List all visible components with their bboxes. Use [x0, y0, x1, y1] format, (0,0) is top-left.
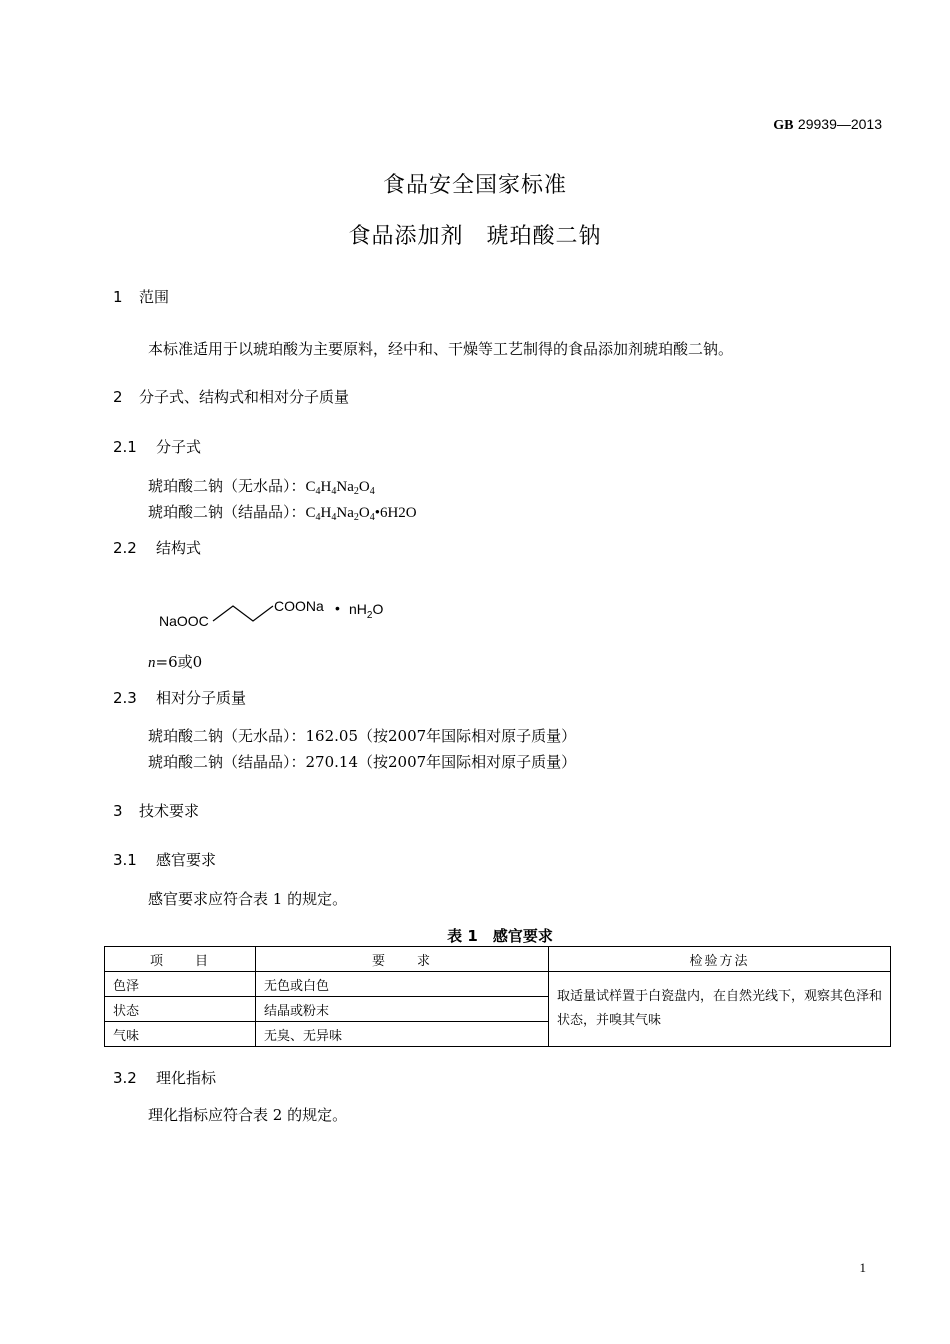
section-title: 结构式: [156, 539, 202, 557]
standard-code: [773, 116, 882, 134]
section-number: 2.2: [113, 539, 137, 557]
sensory-requirement-paragraph: 感官要求应符合表 1 的规定。: [148, 890, 348, 908]
n-value: =6或0: [155, 653, 203, 671]
page-number: 1: [859, 1260, 866, 1275]
table-header-method: 检验方法: [549, 947, 891, 972]
section-2-1-heading: [113, 436, 201, 457]
section-2-heading: [113, 386, 349, 407]
table-cell-item: 气味: [105, 1022, 256, 1047]
n-variable: n: [148, 655, 156, 671]
mass-anhydrous: 琥珀酸二钠（无水品）：162.05（按2007年国际相对原子质量）: [148, 727, 577, 745]
table-1-caption: 表 1 感官要求: [447, 927, 553, 945]
standard-number: 29939—2013: [797, 116, 882, 132]
scope-paragraph: 本标准适用于以琥珀酸为主要原料，经中和、干燥等工艺制得的食品添加剂琥珀酸二钠。: [148, 340, 734, 358]
standard-prefix: GB: [773, 118, 794, 133]
struct-right-group: COONa: [274, 598, 324, 614]
section-title: 感官要求: [156, 851, 217, 869]
formula-value: $C_4H_4Na_2O_4$: [305, 479, 375, 497]
physicochemical-paragraph: 理化指标应符合表 2 的规定。: [148, 1106, 348, 1124]
struct-hydrate-sub: 2: [366, 610, 373, 621]
section-number: 1: [113, 288, 123, 306]
section-number: 3.1: [113, 851, 137, 869]
document-subtitle: 食品添加剂 琥珀酸二钠: [348, 224, 602, 249]
structural-formula-drawing: [155, 590, 405, 638]
section-title: 技术要求: [139, 802, 200, 820]
struct-dot: •: [335, 600, 340, 616]
table-cell-requirement: 无臭、无异味: [256, 1022, 549, 1047]
table-header-row: [105, 947, 891, 972]
formula-value: $C_4H_4Na_2O_4$: [305, 505, 375, 523]
table-cell-requirement: 结晶或粉末: [256, 997, 549, 1022]
section-1-heading: [113, 286, 169, 307]
section-title: 理化指标: [156, 1069, 217, 1087]
n-value-note: [148, 651, 202, 672]
table-header-requirement: 要 求: [256, 947, 549, 972]
section-title: 相对分子质量: [156, 689, 247, 707]
section-2-2-heading: [113, 537, 201, 558]
struct-left-group: NaOOC: [159, 613, 209, 629]
struct-hydrate-o: O: [372, 601, 384, 617]
struct-hydrate-n: nH: [349, 601, 367, 617]
table-header-item: 项 目: [105, 947, 256, 972]
document-title: 食品安全国家标准: [382, 173, 567, 198]
mass-crystal: 琥珀酸二钠（结晶品）：270.14（按2007年国际相对原子质量）: [148, 753, 577, 771]
section-3-1-heading: [113, 849, 216, 870]
section-number: 2: [113, 388, 123, 406]
section-title: 范围: [139, 288, 170, 306]
table-cell-requirement: 无色或白色: [256, 972, 549, 997]
section-title: 分子式、结构式和相对分子质量: [139, 388, 350, 406]
section-title: 分子式: [156, 438, 202, 456]
table-cell-method: 取适量试样置于白瓷盘内，在自然光线下，观察其色泽和状态，并嗅其气味: [549, 972, 891, 1047]
section-3-heading: [113, 800, 199, 821]
section-number: 3: [113, 802, 123, 820]
formula-label: 琥珀酸二钠（无水品）：: [148, 477, 306, 495]
section-number: 3.2: [113, 1069, 137, 1087]
section-number: 2.1: [113, 438, 137, 456]
section-2-3-heading: [113, 687, 246, 708]
structural-formula: [155, 590, 405, 642]
table-row: [105, 972, 891, 997]
table-cell-item: 色泽: [105, 972, 256, 997]
formula-water-of-crystallization: •6H2O: [374, 505, 417, 521]
table-cell-item: 状态: [105, 997, 256, 1022]
formula-anhydrous: [148, 475, 375, 496]
section-3-2-heading: [113, 1067, 216, 1088]
sensory-requirements-table: [104, 946, 891, 1047]
struct-hydrate: [349, 601, 383, 621]
formula-label: 琥珀酸二钠（结晶品）：: [148, 503, 306, 521]
struct-carbon-chain: [213, 606, 273, 621]
section-number: 2.3: [113, 689, 137, 707]
formula-crystal: [148, 501, 417, 522]
